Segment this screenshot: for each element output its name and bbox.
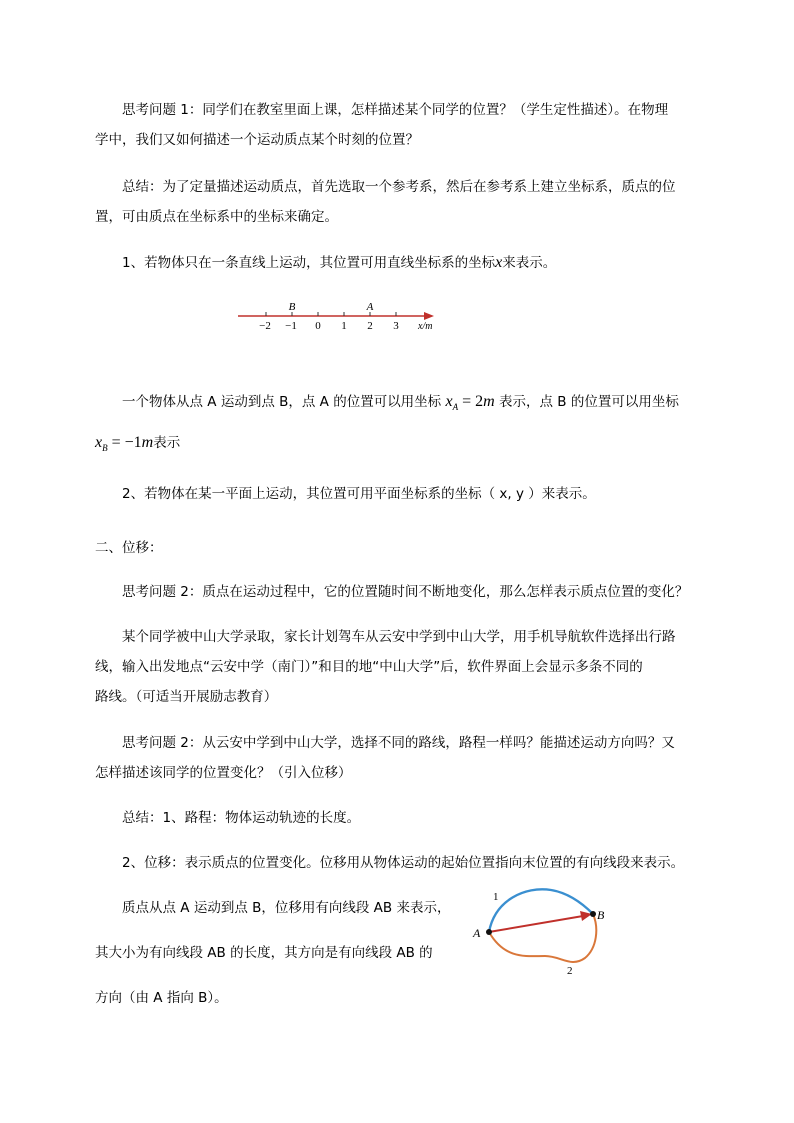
- displacement-arrow: [489, 916, 583, 932]
- xa-variable: x: [445, 393, 453, 410]
- tick-label: 0: [315, 320, 321, 332]
- example-line-2: [95, 429, 705, 462]
- question-2b-line-1: 思考问题 2：从云安中学到中山大学，选择不同的路线，路程一样吗？能描述运动方向吗？又: [122, 735, 675, 751]
- label-b: B: [597, 908, 605, 922]
- path-2-curve: [489, 914, 596, 962]
- tick-label: 2: [367, 320, 373, 332]
- item-1-text: 1、若物体只在一条直线上运动，其位置可用直线坐标系的坐标: [122, 255, 496, 271]
- label-a: A: [473, 926, 481, 940]
- question-1-line-1: 思考问题 1：同学们在教室里面上课，怎样描述某个同学的位置？（学生定性描述）。在物理: [122, 102, 669, 118]
- coordinate-xb: [95, 434, 153, 451]
- example-text: 一个物体从点 A 运动到点 B，点 A 的位置可以用坐标: [122, 394, 442, 410]
- item-1: [122, 249, 732, 277]
- number-line-figure: [230, 298, 450, 338]
- xa-unit: m: [483, 393, 495, 410]
- xb-subscript: B: [102, 443, 108, 453]
- example-text: 表示，点 B 的位置可以用坐标: [498, 394, 679, 410]
- tick-label: 1: [341, 320, 347, 332]
- point-a: [486, 929, 492, 935]
- summary-2-path: 总结：1、路程：物体运动轨迹的长度。: [122, 810, 361, 826]
- example-text: 表示: [153, 435, 181, 451]
- item-1-text-end: 来表示。: [502, 255, 557, 271]
- xb-value: = −1: [107, 434, 142, 451]
- path-displacement-figure: [465, 878, 625, 978]
- summary-2-displacement: 2、位移：表示质点的位置变化。位移用从物体运动的起始位置指向末位置的有向线段来表示。: [122, 855, 685, 871]
- example-line-1: [122, 388, 732, 421]
- tick-label: 3: [393, 320, 399, 332]
- summary-1-line-1: 总结：为了定量描述运动质点，首先选取一个参考系，然后在参考系上建立坐标系，质点的位: [122, 179, 676, 195]
- question-2b-line-2: 怎样描述该同学的位置变化？（引入位移）: [95, 765, 352, 781]
- ab-line-2: 其大小为有向线段 AB 的长度，其方向是有向线段 AB 的: [95, 945, 433, 961]
- xb-variable: x: [95, 434, 103, 451]
- point-b-label: B: [288, 301, 296, 313]
- question-2a: 思考问题 2：质点在运动过程中，它的位置随时间不断地变化，那么怎样表示质点位置的变化？: [122, 584, 689, 600]
- ab-line-3: 方向（由 A 指向 B）。: [95, 990, 228, 1006]
- question-1-line-2: 学中，我们又如何描述一个运动质点某个时刻的位置？: [95, 132, 419, 148]
- tick-label: −2: [259, 320, 271, 332]
- xb-unit: m: [141, 434, 154, 451]
- item-1-variable: x: [495, 254, 503, 271]
- xa-subscript: A: [452, 402, 459, 412]
- item-2: 2、若物体在某一平面上运动，其位置可用平面坐标系的坐标（ x, y ）来表示。: [122, 486, 596, 502]
- label-path-1: 1: [493, 891, 499, 903]
- number-line-arrowhead: [424, 312, 434, 320]
- summary-1-line-2: 置，可由质点在坐标系中的坐标来确定。: [95, 209, 338, 225]
- point-b: [590, 911, 596, 917]
- scenario-line-1: 某个同学被中山大学录取，家长计划驾车从云安中学到中山大学，用手机导航软件选择出行路: [122, 629, 676, 645]
- path-1-curve: [489, 889, 593, 932]
- coordinate-xa: [445, 393, 494, 410]
- ab-line-1: 质点从点 A 运动到点 B，位移用有向线段 AB 来表示，: [122, 900, 451, 916]
- scenario-line-3: 路线。（可适当开展励志教育）: [95, 689, 278, 705]
- section-heading-displacement: 二、位移：: [95, 540, 163, 556]
- tick-label: −1: [285, 320, 297, 332]
- point-a-label: A: [366, 301, 374, 313]
- axis-label: x/m: [418, 321, 433, 332]
- scenario-line-2: 线，输入出发地点“云安中学（南门）”和目的地“中山大学”后，软件界面上会显示多条不同的: [95, 659, 643, 675]
- xa-value: = 2: [458, 393, 484, 410]
- label-path-2: 2: [567, 965, 573, 977]
